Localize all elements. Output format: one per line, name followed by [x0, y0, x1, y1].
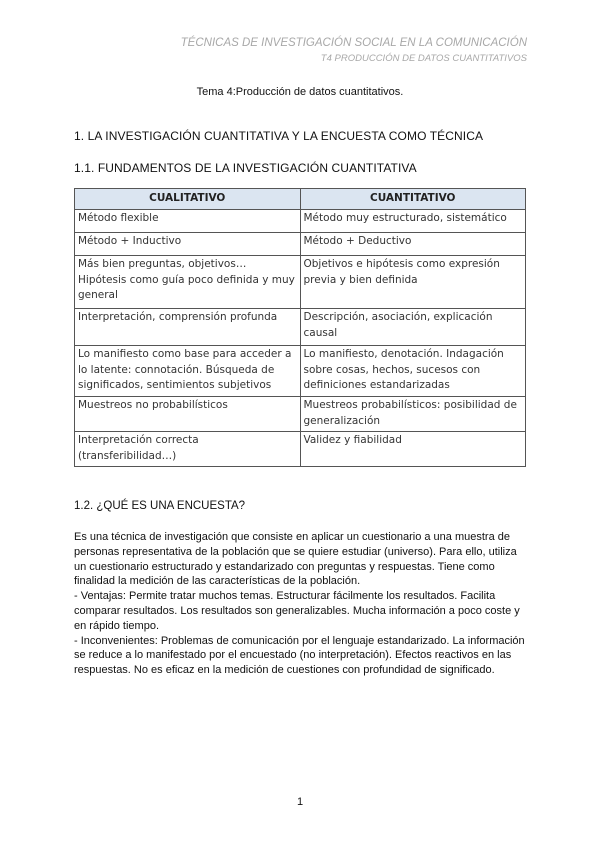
section-heading-1-1: 1.1. FUNDAMENTOS DE LA INVESTIGACIÓN CUANTITATIVA: [74, 161, 417, 175]
running-header: [181, 36, 527, 66]
quantitative-cell: Método + Deductivo: [300, 233, 526, 256]
document-title: Tema 4:Producción de datos cuantitativos.: [196, 86, 404, 98]
table-row: [75, 432, 526, 467]
quantitative-cell: Descripción, asociación, explicación causal: [300, 309, 526, 346]
advantages-paragraph: - Ventajas: Permite tratar muchos temas. Estructurar fácilmente los resultados. Facilita comparar resultados. Los resultados son generalizables. Mucha información a poco coste y en rápido tiempo.: [74, 590, 520, 632]
running-header-topic: T4 PRODUCCIÓN DE DATOS CUANTITATIVOS: [320, 53, 527, 64]
qualitative-cell: Interpretación correcta (transferibilidad…): [75, 432, 301, 467]
quantitative-cell: Lo manifiesto, denotación. Indagación sobre cosas, hechos, sucesos con definiciones estandarizadas: [300, 346, 526, 397]
quantitative-cell: Validez y fiabilidad: [300, 432, 526, 467]
page-number: 1: [296, 796, 304, 808]
table-row: [75, 346, 526, 397]
definition-paragraph: Es una técnica de investigación que consiste en aplicar un cuestionario a una muestra de personas representativa de la población que se quiere estudiar (universo). Para ello, utiliza un cuestionario estructurado y estandarizado con preguntas y respuestas. Tiene como finalidad la medición de las características de la población.: [74, 531, 517, 588]
quantitative-cell: Muestreos probabilísticos: posibilidad de generalización: [300, 397, 526, 432]
table-row: [75, 309, 526, 346]
quantitative-cell: Método muy estructurado, sistemático: [300, 210, 526, 233]
header-qualitative: CUALITATIVO: [75, 189, 301, 210]
qualitative-cell: Interpretación, comprensión profunda: [75, 309, 301, 346]
table-row: [75, 233, 526, 256]
header-quantitative: CUANTITATIVO: [300, 189, 526, 210]
table-row: [75, 397, 526, 432]
table-row: [75, 210, 526, 233]
table-row: [75, 256, 526, 309]
running-header-course: TÉCNICAS DE INVESTIGACIÓN SOCIAL EN LA COMUNICACIÓN: [180, 37, 527, 49]
qualitative-cell: Lo manifiesto como base para acceder a lo latente: connotación. Búsqueda de significados, sentimientos subjetivos: [75, 346, 301, 397]
qualitative-cell: Método flexible: [75, 210, 301, 233]
table-header-row: [75, 189, 526, 210]
section-heading-1: 1. LA INVESTIGACIÓN CUANTITATIVA Y LA ENCUESTA COMO TÉCNICA: [74, 129, 484, 143]
section-heading-1-2: 1.2. ¿QUÉ ES UNA ENCUESTA?: [74, 500, 246, 512]
comparison-table: [74, 188, 526, 467]
qualitative-cell: Muestreos no probabilísticos: [75, 397, 301, 432]
quantitative-cell: Objetivos e hipótesis como expresión previa y bien definida: [300, 256, 526, 309]
disadvantages-paragraph: - Inconvenientes: Problemas de comunicación por el lenguaje estandarizado. La información se reduce a lo manifestado por el encuestado (no interpretación). Efectos reactivos en las respuestas. No es eficaz en la medición de cuestiones con profundidad de significado.: [74, 634, 525, 677]
body-text: [74, 530, 530, 678]
qualitative-cell: Más bien preguntas, objetivos… Hipótesis como guía poco definida y muy general: [75, 256, 301, 309]
qualitative-cell: Método + Inductivo: [75, 233, 301, 256]
